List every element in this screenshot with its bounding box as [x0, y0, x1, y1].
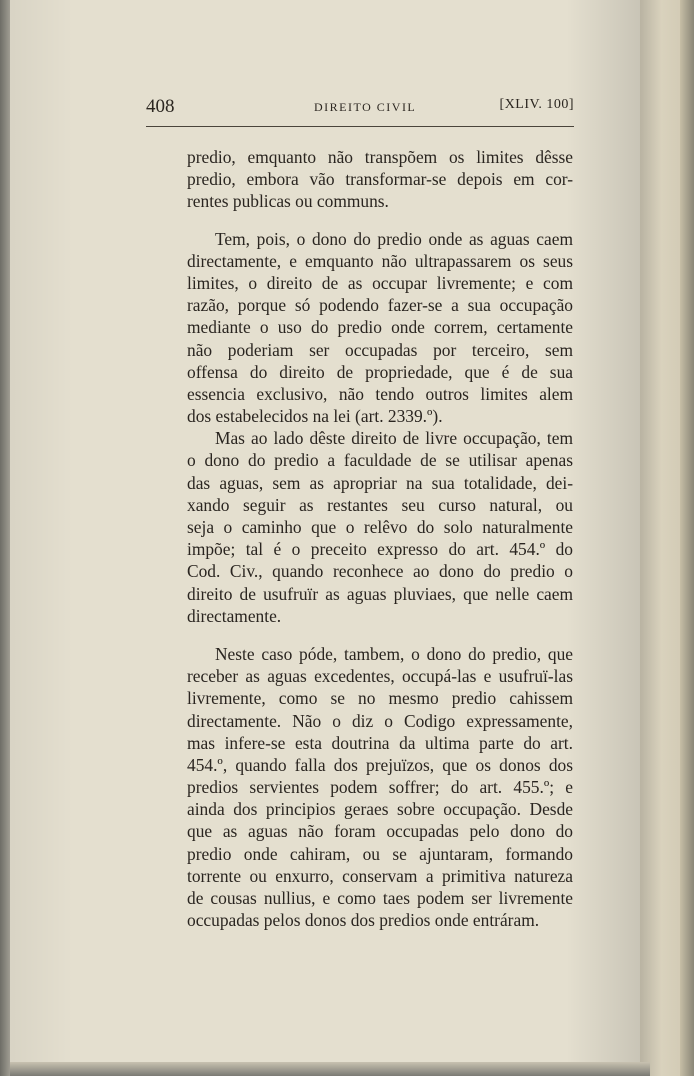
page-stack-edge [680, 0, 694, 1076]
text-line: direito de usufruïr as aguas pluviaes, que nelle caem [187, 583, 573, 604]
body-text [187, 146, 573, 931]
text-line: predio, emquanto não transpõem os limites dêsse [187, 147, 573, 167]
running-title: DIREITO CIVIL [314, 100, 417, 114]
page-number: 408 [146, 96, 175, 117]
text-line: receber as aguas excedentes, occupá-las e usufruï-las [187, 666, 573, 687]
text-line: que as aguas não foram occupadas pelo dono do [187, 821, 573, 842]
text-line: mediante o uso do predio onde correm, certamente [187, 317, 573, 338]
text-line: directamente. [187, 605, 282, 626]
text-line: razão, porque só podendo fazer-se a sua occupação [187, 295, 573, 316]
text-line: livremente, como se no mesmo predio cahissem [187, 688, 573, 709]
paragraph [187, 427, 573, 627]
text-line: xando seguir as restantes seu curso natural, ou [187, 494, 573, 515]
text-line: predio, embora vão transformar-se depois em cor- [187, 169, 573, 190]
text-line: predio onde cahiram, ou se ajuntaram, formando [187, 843, 573, 864]
text-line: Neste caso póde, tambem, o dono do predio, que [215, 643, 573, 664]
text-line: Cod. Civ., quando reconhece ao dono do predio o [187, 561, 573, 582]
text-line: de cousas nullius, e como taes podem ser livremente [187, 888, 573, 908]
text-line: Mas ao lado dêste direito de livre occupação, tem [215, 428, 573, 449]
text-line: o dono do predio a faculdade de se utilisar apenas [187, 450, 573, 471]
text-line: essencia exclusivo, não tendo outros limites alem [187, 383, 573, 404]
text-line: das aguas, sem as apropriar na sua totalidade, dei- [187, 472, 573, 493]
text-line: occupadas pelos donos dos predios onde entráram. [187, 910, 540, 931]
text-line: 454.º, quando falla dos prejuïzos, que os donos dos [187, 754, 573, 775]
section-reference: [XLIV. 100] [499, 97, 574, 112]
paragraph [187, 228, 573, 428]
text-line: seja o caminho que o relêvo do solo naturalmente [187, 517, 573, 537]
text-line: limites, o direito de as occupar livremente; e com [187, 272, 573, 293]
text-line: Tem, pois, o dono do predio onde as aguas caem [215, 228, 573, 249]
text-line: rentes publicas ou communs. [187, 191, 389, 212]
text-line: offensa do direito de propriedade, que é de sua [187, 361, 573, 382]
text-line: mas infere-se esta doutrina da ultima parte do art. [187, 732, 573, 753]
running-header [146, 96, 574, 124]
text-line: ainda dos principios geraes sobre occupação. Desde [187, 799, 573, 820]
text-line: directamente, e emquanto não ultrapassarem os seus [187, 250, 573, 271]
text-line: não poderiam ser occupadas por terceiro, sem [187, 339, 573, 360]
text-line: torrente ou enxurro, conservam a primitiva natureza [187, 865, 573, 886]
paragraph [187, 146, 573, 213]
header-rule [146, 126, 574, 127]
text-line: dos estabelecidos na lei (art. 2339.º). [187, 406, 443, 427]
paragraph [187, 643, 573, 931]
text-line: directamente. Não o diz o Codigo expressamente, [187, 710, 573, 731]
text-line: predios servientes podem soffrer; do art. 455.º; e [187, 777, 573, 798]
page-bottom-shadow [10, 1062, 650, 1076]
text-line: impõe; tal é o preceito expresso do art. 454.º do [187, 539, 573, 560]
